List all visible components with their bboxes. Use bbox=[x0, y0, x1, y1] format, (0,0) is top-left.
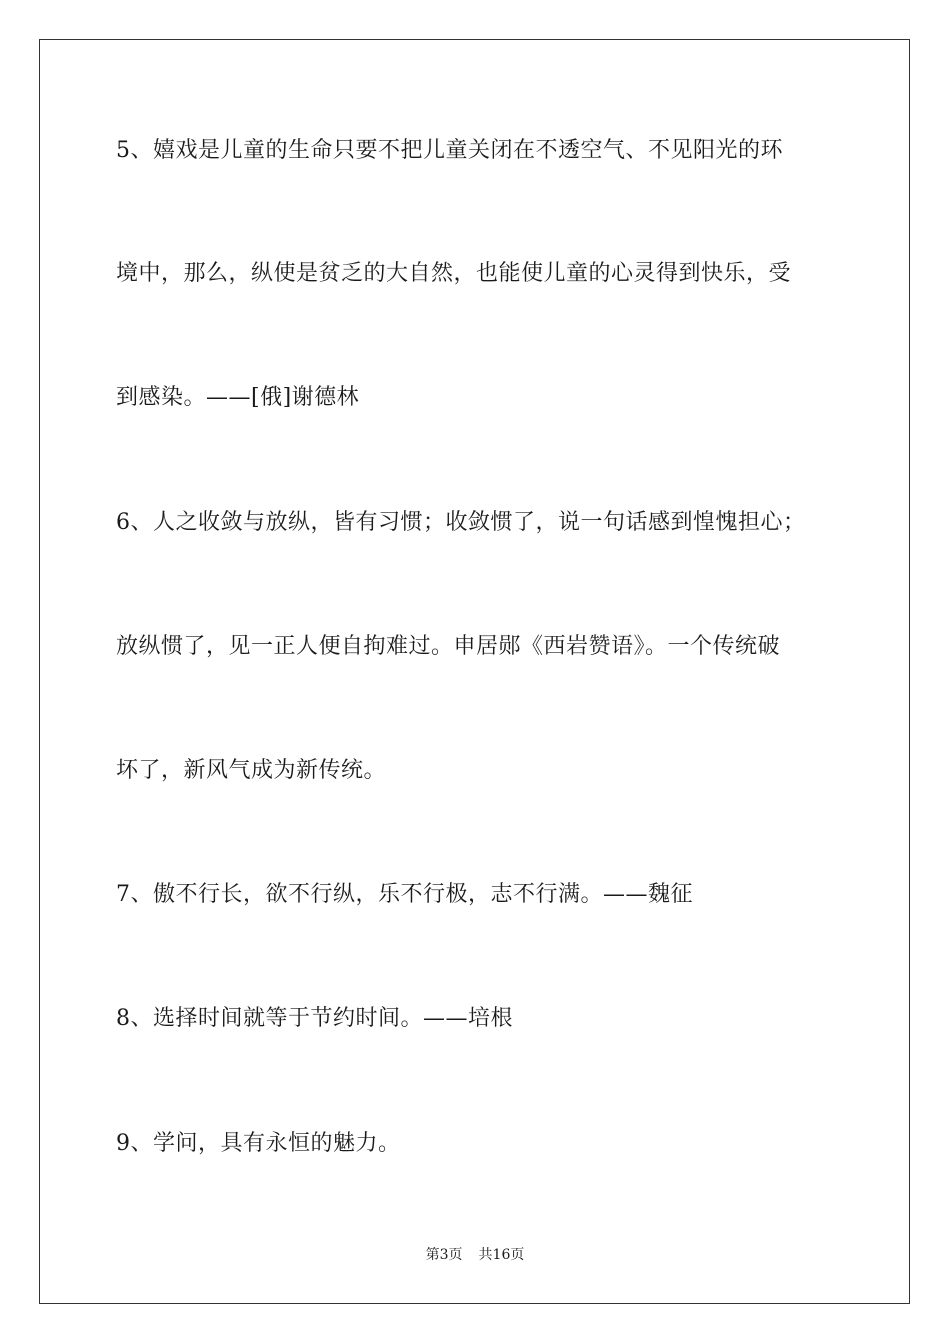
page-footer bbox=[0, 1245, 950, 1265]
text-line: 放纵惯了，见一正人便自拘难过。申居郧《西岩赞语》。一个传统破 bbox=[116, 634, 781, 659]
text-line: 坏了，新风气成为新传统。 bbox=[116, 758, 387, 783]
page-border bbox=[39, 39, 910, 1304]
page-total: 共16页 bbox=[478, 1247, 525, 1263]
text-line: 境中，那么，纵使是贫乏的大自然，也能使儿童的心灵得到快乐，受 bbox=[116, 261, 792, 286]
page-number: 第3页 bbox=[425, 1247, 463, 1263]
text-line: 9、学问，具有永恒的魅力。 bbox=[116, 1131, 401, 1156]
text-line: 到感染。——[俄]谢德林 bbox=[116, 385, 360, 410]
text-line: 7、傲不行长，欲不行纵，乐不行极，志不行满。——魏征 bbox=[116, 882, 693, 907]
text-line: 5、嬉戏是儿童的生命只要不把儿童关闭在不透空气、不见阳光的环 bbox=[116, 138, 783, 163]
text-line: 8、选择时间就等于节约时间。——培根 bbox=[116, 1006, 513, 1031]
text-line: 6、人之收敛与放纵，皆有习惯；收敛惯了，说一句话感到惶愧担心； bbox=[116, 510, 806, 535]
